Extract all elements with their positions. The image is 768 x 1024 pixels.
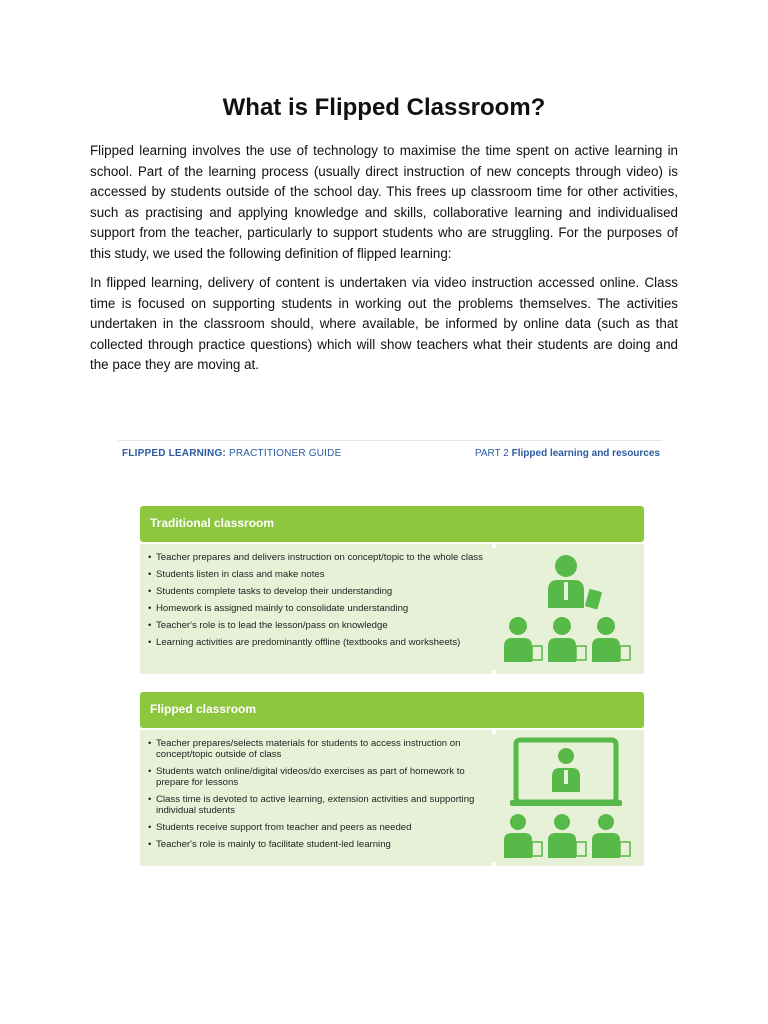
list-item: • Teacher's role is mainly to facilitate student-led learning bbox=[148, 839, 488, 850]
list-item: • Teacher's role is to lead the lesson/pass on knowledge bbox=[148, 620, 488, 631]
guide-header-rule bbox=[118, 440, 662, 441]
teacher-icon bbox=[548, 555, 602, 610]
flipped-heading: Flipped classroom bbox=[150, 702, 257, 716]
flipped-heading-bar bbox=[140, 692, 644, 728]
practitioner-guide-figure bbox=[118, 432, 662, 872]
guide-header-left-rest: PRACTITIONER GUIDE bbox=[225, 448, 342, 459]
traditional-illustration bbox=[492, 548, 640, 670]
guide-header-left bbox=[122, 448, 341, 459]
traditional-heading-bar bbox=[140, 506, 644, 542]
list-item: • Learning activities are predominantly offline (textbooks and worksheets) bbox=[148, 637, 488, 648]
traditional-list bbox=[148, 552, 488, 654]
traditional-heading: Traditional classroom bbox=[150, 516, 275, 530]
list-item: • Teacher prepares and delivers instruction on concept/topic to the whole class bbox=[148, 552, 488, 563]
list-item: • Students watch online/digital videos/do exercises as part of homework to prepare for lessons bbox=[148, 766, 488, 788]
flipped-illustration bbox=[492, 734, 640, 862]
guide-header-right-part: PART 2 bbox=[474, 448, 512, 459]
traditional-panel bbox=[140, 544, 644, 674]
list-item: • Teacher prepares/selects materials for students to access instruction on concept/topic outside of class bbox=[148, 738, 488, 760]
guide-header-right bbox=[475, 448, 660, 459]
guide-header-left-bold: FLIPPED LEARNING: bbox=[122, 448, 226, 459]
list-item: • Students listen in class and make notes bbox=[148, 569, 488, 580]
student-icon bbox=[504, 814, 620, 858]
guide-header-right-bold: Flipped learning and resources bbox=[511, 448, 660, 459]
student-icon bbox=[504, 617, 620, 662]
teacher-icon bbox=[552, 748, 580, 792]
list-item: • Students receive support from teacher and peers as needed bbox=[148, 822, 488, 833]
definition-paragraph: In flipped learning, delivery of content is undertaken via video instruction accessed online. Class time is focused on supporting students in working out the problems themselves. The activities undertaken in the classroom should, where available, be informed by online data (such as that collected through practice questions) which will show teachers what their students are doing and the pace they are moving at. bbox=[90, 275, 678, 372]
intro-paragraph: Flipped learning involves the use of technology to maximise the time spent on active learning in school. Part of the learning process (usually direct instruction of new concepts through video) is accessed by students outside of the school day. This frees up classroom time for other activities, such as practising and applying knowledge and skills, collaborative learning and individualised support from the teacher, particularly to support students who are struggling. For the purposes of this study, we used the following definition of flipped learning: bbox=[90, 143, 678, 261]
list-item: • Class time is devoted to active learning, extension activities and supporting individual students bbox=[148, 794, 488, 816]
flipped-list bbox=[148, 738, 488, 856]
list-item: • Students complete tasks to develop their understanding bbox=[148, 586, 488, 597]
flipped-panel bbox=[140, 730, 644, 866]
page-title: What is Flipped Classroom? bbox=[222, 94, 546, 121]
list-item: • Homework is assigned mainly to consolidate understanding bbox=[148, 603, 488, 614]
